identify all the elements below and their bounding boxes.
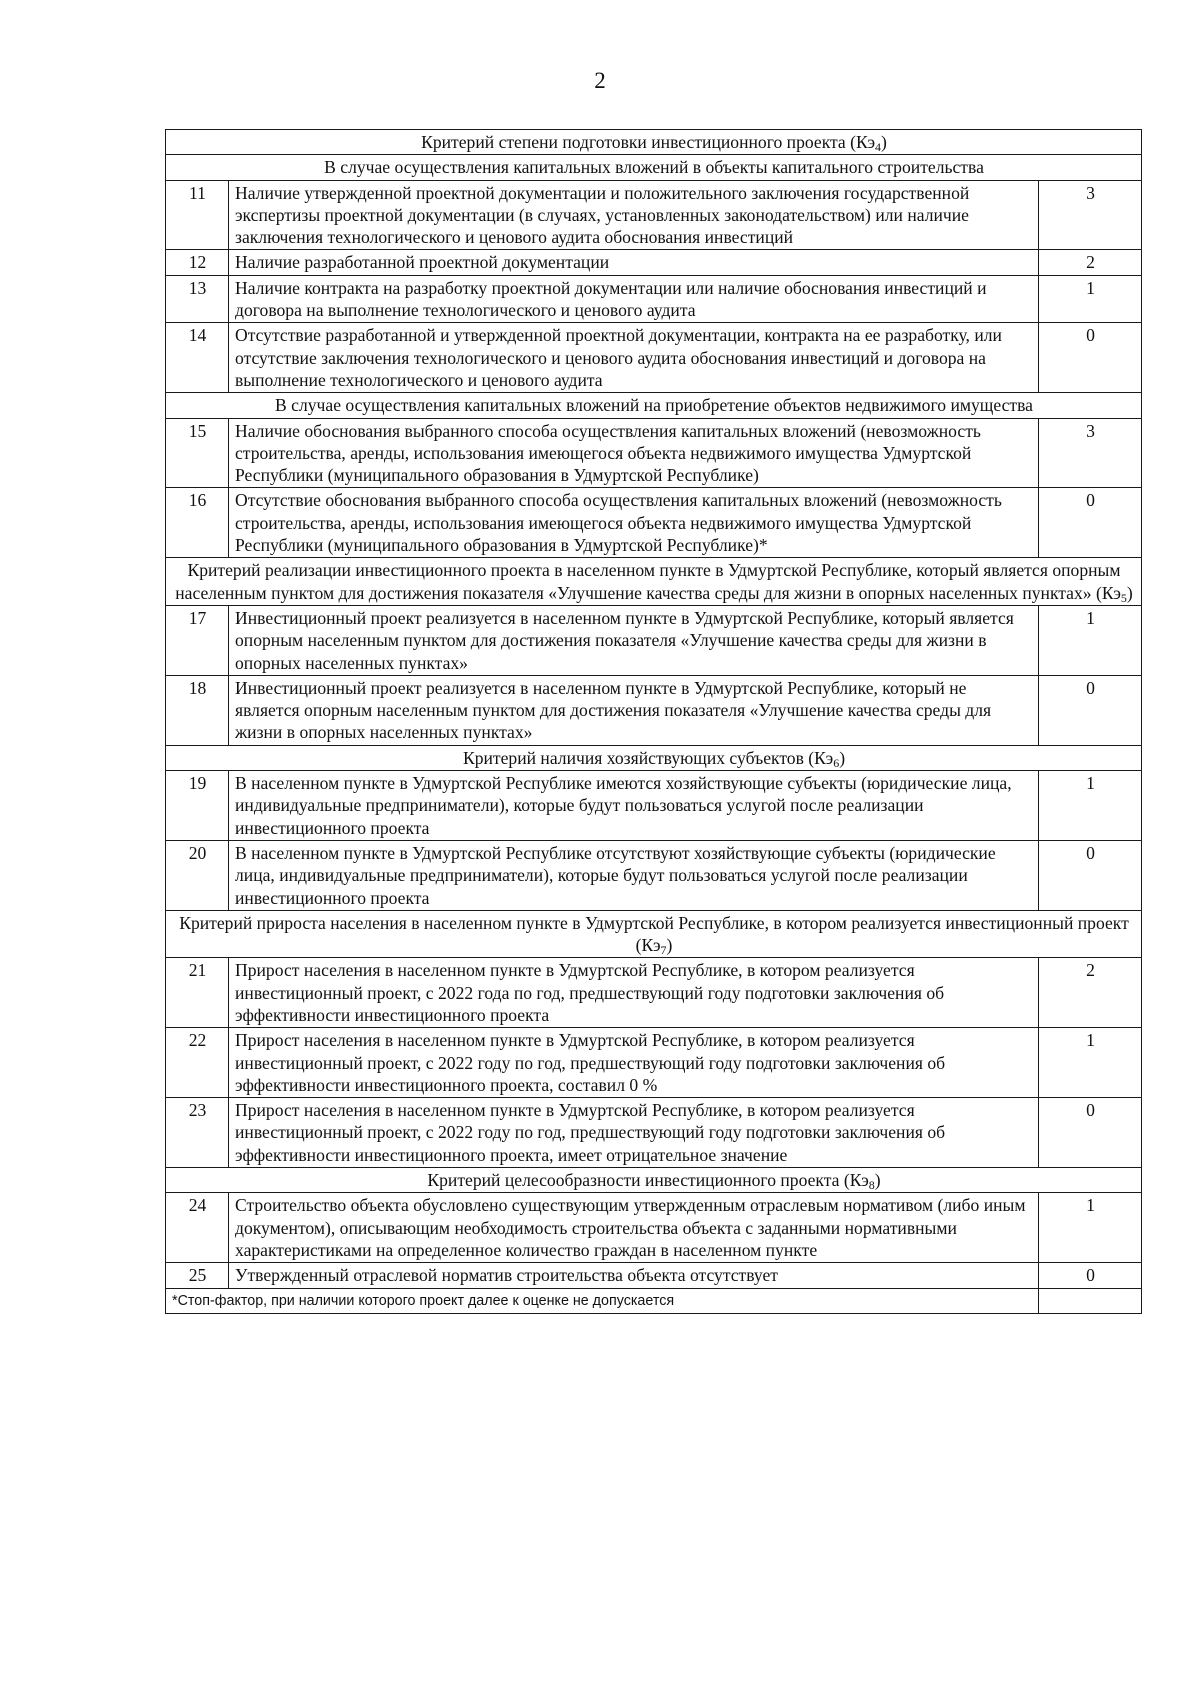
section-row (166, 558, 1142, 606)
row-number: 22 (166, 1028, 229, 1098)
row-number: 15 (166, 418, 229, 488)
criteria-table (165, 129, 1142, 1314)
row-text: Наличие утвержденной проектной документации и положительного заключения государственной экспертизы проектной документации (в случаях, установленных законодательством) или наличие заключения технологического и ценового аудита обоснования инвестиций (229, 180, 1039, 250)
table-row (166, 418, 1142, 488)
row-score: 1 (1039, 771, 1142, 841)
row-text: Инвестиционный проект реализуется в населенном пункте в Удмуртской Республике, который является опорным населенным пунктом для достижения показателя «Улучшение качества среды для жизни в опорных населенных пунктах» (229, 605, 1039, 675)
table-row (166, 605, 1142, 675)
row-score: 2 (1039, 958, 1142, 1028)
row-number: 20 (166, 840, 229, 910)
section-title: Критерий целесообразности инвестиционного проекта $(Кэ_8)$ (166, 1168, 1142, 1193)
row-number: 16 (166, 488, 229, 558)
table-row (166, 1098, 1142, 1168)
footnote-row (166, 1288, 1142, 1313)
section-title: В случае осуществления капитальных вложений в объекты капитального строительства (166, 155, 1142, 180)
section-title: Критерий наличия хозяйствующих субъектов $(Кэ_6)$ (166, 745, 1142, 770)
row-text: Наличие контракта на разработку проектной документации или наличие обоснования инвестиций и договора на выполнение технологического и ценового аудита (229, 275, 1039, 323)
table-row (166, 323, 1142, 393)
row-score: 3 (1039, 180, 1142, 250)
row-number: 19 (166, 771, 229, 841)
row-text: Утвержденный отраслевой норматив строительства объекта отсутствует (229, 1263, 1039, 1288)
row-score: 1 (1039, 1193, 1142, 1263)
row-score: 1 (1039, 605, 1142, 675)
row-number: 17 (166, 605, 229, 675)
section-row (166, 130, 1142, 155)
table-row (166, 958, 1142, 1028)
row-text: Наличие разработанной проектной документации (229, 250, 1039, 275)
row-number: 14 (166, 323, 229, 393)
row-score: 2 (1039, 250, 1142, 275)
page-number: 2 (594, 68, 606, 93)
table-row (166, 1263, 1142, 1288)
row-text: Прирост населения в населенном пункте в Удмуртской Республике, в котором реализуется инвестиционный проект, с 2022 года по год, предшествующий году подготовки заключения об эффективности инвестиционного проекта (229, 958, 1039, 1028)
table-row (166, 488, 1142, 558)
row-score: 0 (1039, 1098, 1142, 1168)
table-row (166, 675, 1142, 745)
row-text: В населенном пункте в Удмуртской Республике имеются хозяйствующие субъекты (юридические лица, индивидуальные предприниматели), которые будут пользоваться услугой после реализации инвестиционного проекта (229, 771, 1039, 841)
row-number: 23 (166, 1098, 229, 1168)
row-number: 21 (166, 958, 229, 1028)
table-row (166, 180, 1142, 250)
row-number: 24 (166, 1193, 229, 1263)
row-score: 0 (1039, 323, 1142, 393)
section-row (166, 910, 1142, 958)
row-score: 0 (1039, 675, 1142, 745)
section-title: Критерий степени подготовки инвестиционного проекта $(Кэ_4)$ (166, 130, 1142, 155)
row-text: В населенном пункте в Удмуртской Республике отсутствуют хозяйствующие субъекты (юридические лица, индивидуальные предприниматели), которые будут пользоваться услугой после реализации инвестиционного проекта (229, 840, 1039, 910)
row-number: 11 (166, 180, 229, 250)
row-score: 0 (1039, 840, 1142, 910)
table-row (166, 250, 1142, 275)
row-text: Прирост населения в населенном пункте в Удмуртской Республике, в котором реализуется инвестиционный проект, с 2022 году по год, предшествующий году подготовки заключения об эффективности инвестиционного проекта, составил 0 % (229, 1028, 1039, 1098)
section-row (166, 745, 1142, 770)
row-score: 0 (1039, 488, 1142, 558)
section-row (166, 393, 1142, 418)
row-text: Строительство объекта обусловлено существующим утвержденным отраслевым нормативом (либо иным документом), описывающим необходимость строительства объекта с заданными нормативными характеристиками на определенное количество граждан в населенном пункте (229, 1193, 1039, 1263)
row-text: Инвестиционный проект реализуется в населенном пункте в Удмуртской Республике, который не является опорным населенным пунктом для достижения показателя «Улучшение качества среды для жизни в опорных населенных пунктах» (229, 675, 1039, 745)
row-score: 1 (1039, 1028, 1142, 1098)
section-title: Критерий реализации инвестиционного проекта в населенном пункте в Удмуртской Республике, который является опорным населенным пунктом для достижения показателя «Улучшение качества среды для жизни в опорных населенных пунктах» $(Кэ_5)$ (166, 558, 1142, 606)
section-title: В случае осуществления капитальных вложений на приобретение объектов недвижимого имущества (166, 393, 1142, 418)
row-number: 13 (166, 275, 229, 323)
row-number: 12 (166, 250, 229, 275)
row-score: 0 (1039, 1263, 1142, 1288)
footnote: *Стоп-фактор, при наличии которого проект далее к оценке не допускается (166, 1288, 1039, 1313)
table-row (166, 840, 1142, 910)
row-text: Прирост населения в населенном пункте в Удмуртской Республике, в котором реализуется инвестиционный проект, с 2022 году по год, предшествующий году подготовки заключения об эффективности инвестиционного проекта, имеет отрицательное значение (229, 1098, 1039, 1168)
table-row (166, 1193, 1142, 1263)
table-row (166, 771, 1142, 841)
row-number: 18 (166, 675, 229, 745)
section-title: Критерий прироста населения в населенном пункте в Удмуртской Республике, в котором реализуется инвестиционный проект $(Кэ_7)$ (166, 910, 1142, 958)
row-text: Отсутствие разработанной и утвержденной проектной документации, контракта на ее разработку, или отсутствие заключения технологического и ценового аудита обоснования инвестиций и договора на выполнение технологического и ценового аудита (229, 323, 1039, 393)
section-row (166, 155, 1142, 180)
row-score: 1 (1039, 275, 1142, 323)
footnote-empty-cell (1039, 1288, 1142, 1313)
row-text: Отсутствие обоснования выбранного способа осуществления капитальных вложений (невозможность строительства, аренды, использования имеющегося объекта недвижимого имущества Удмуртской Республики (муниципального образования в Удмуртской Республике)* (229, 488, 1039, 558)
row-score: 3 (1039, 418, 1142, 488)
section-row (166, 1168, 1142, 1193)
row-number: 25 (166, 1263, 229, 1288)
row-text: Наличие обоснования выбранного способа осуществления капитальных вложений (невозможность строительства, аренды, использования имеющегося объекта недвижимого имущества Удмуртской Республики (муниципального образования в Удмуртской Республике) (229, 418, 1039, 488)
table-row (166, 275, 1142, 323)
table-row (166, 1028, 1142, 1098)
